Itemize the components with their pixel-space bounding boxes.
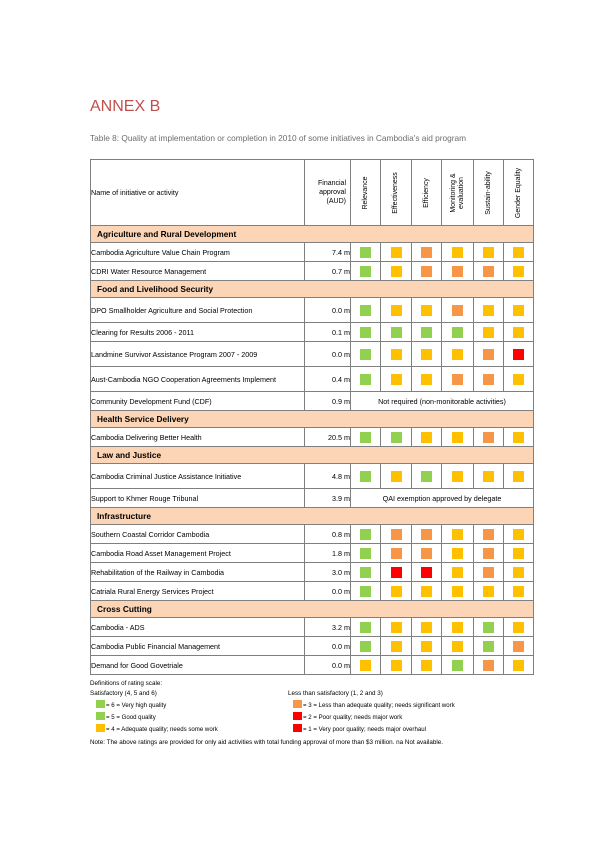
- financial-approval: 0.9 m: [305, 392, 351, 411]
- rating-square: [391, 327, 402, 338]
- financial-approval: 7.4 m: [305, 243, 351, 262]
- rating-cell-gender-equality: [504, 563, 534, 582]
- rating-cell-relevance: [351, 637, 381, 656]
- rating-cell-monitoring: [442, 637, 474, 656]
- rating-cell-efficiency: [412, 656, 442, 675]
- section-header: [91, 226, 534, 243]
- section-title: Health Service Delivery: [91, 411, 534, 428]
- rating-square: [452, 471, 463, 482]
- rating-cell-relevance: [351, 298, 381, 323]
- rating-cell-effectiveness: [381, 563, 412, 582]
- rating-square: [513, 305, 524, 316]
- rating-square: [452, 327, 463, 338]
- rating-cell-relevance: [351, 262, 381, 281]
- rating-cell-effectiveness: [381, 243, 412, 262]
- legend-text: = 1 = Very poor quality; needs major overhaul: [303, 726, 426, 733]
- financial-approval: 20.5 m: [305, 428, 351, 447]
- rating-cell-monitoring: [442, 618, 474, 637]
- rating-note: QAI exemption approved by delegate: [351, 489, 534, 508]
- section-title: Agriculture and Rural Development: [91, 226, 534, 243]
- table-row: [91, 262, 534, 281]
- table-row: [91, 464, 534, 489]
- rating-cell-effectiveness: [381, 618, 412, 637]
- financial-approval: 3.9 m: [305, 489, 351, 508]
- rating-square: [483, 586, 494, 597]
- rating-cell-gender-equality: [504, 262, 534, 281]
- rating-square: [513, 471, 524, 482]
- header-effectiveness: Effectiveness: [381, 160, 412, 226]
- rating-square: [391, 529, 402, 540]
- rating-cell-monitoring: [442, 342, 474, 367]
- rating-cell-efficiency: [412, 618, 442, 637]
- rating-square: [513, 432, 524, 443]
- legend-text: = 4 = Adequate quality; needs some work: [106, 726, 218, 733]
- rating-square: [452, 529, 463, 540]
- rating-cell-sustainability: [474, 544, 504, 563]
- rating-cell-gender-equality: [504, 323, 534, 342]
- rating-square: [421, 432, 432, 443]
- rating-square: [421, 529, 432, 540]
- rating-square: [391, 586, 402, 597]
- rating-cell-monitoring: [442, 563, 474, 582]
- rating-square: [360, 529, 371, 540]
- rating-square: [421, 548, 432, 559]
- rating-cell-relevance: [351, 367, 381, 392]
- financial-approval: 0.0 m: [305, 342, 351, 367]
- header-relevance: Relevance: [351, 160, 381, 226]
- rating-square: [452, 660, 463, 671]
- initiative-name: CDRI Water Resource Management: [91, 262, 305, 281]
- rating-square: [421, 247, 432, 258]
- rating-square: [452, 305, 463, 316]
- section-title: Food and Livelihood Security: [91, 281, 534, 298]
- rating-cell-efficiency: [412, 243, 442, 262]
- definitions-note: Note: The above ratings are provided for only aid activities with total funding approval of more than $3 million. na Not available.: [90, 739, 444, 746]
- rating-square: [391, 266, 402, 277]
- rating-square: [421, 327, 432, 338]
- table-row: [91, 298, 534, 323]
- rating-cell-relevance: [351, 618, 381, 637]
- rating-cell-efficiency: [412, 298, 442, 323]
- rating-cell-relevance: [351, 525, 381, 544]
- section-title: Cross Cutting: [91, 601, 534, 618]
- rating-square: [513, 622, 524, 633]
- rating-square: [421, 266, 432, 277]
- rating-square: [421, 305, 432, 316]
- rating-cell-relevance: [351, 342, 381, 367]
- rating-square: [421, 471, 432, 482]
- rating-square: [391, 305, 402, 316]
- rating-square: [513, 529, 524, 540]
- rating-square: [452, 247, 463, 258]
- rating-square: [421, 374, 432, 385]
- rating-square: [391, 641, 402, 652]
- rating-square: [483, 305, 494, 316]
- rating-cell-monitoring: [442, 262, 474, 281]
- less-than-satisfactory-heading: Less than satisfactory (1, 2 and 3): [288, 690, 383, 697]
- rating-square: [483, 432, 494, 443]
- rating-square: [421, 660, 432, 671]
- rating-cell-efficiency: [412, 582, 442, 601]
- rating-cell-sustainability: [474, 618, 504, 637]
- financial-approval: 0.1 m: [305, 323, 351, 342]
- rating-square: [452, 349, 463, 360]
- rating-square: [513, 548, 524, 559]
- table-row: [91, 392, 534, 411]
- rating-square: [483, 548, 494, 559]
- rating-square: [513, 327, 524, 338]
- rating-square: [360, 374, 371, 385]
- rating-square: [513, 586, 524, 597]
- rating-square: [513, 567, 524, 578]
- rating-square: [452, 374, 463, 385]
- legend-item: [96, 712, 156, 723]
- rating-square: [360, 567, 371, 578]
- rating-square: [483, 349, 494, 360]
- rating-cell-sustainability: [474, 428, 504, 447]
- legend-text: = 5 = Good quality: [106, 714, 156, 721]
- rating-square: [513, 349, 524, 360]
- rating-cell-relevance: [351, 243, 381, 262]
- table-row: [91, 637, 534, 656]
- financial-approval: 0.0 m: [305, 582, 351, 601]
- rating-square: [513, 374, 524, 385]
- rating-cell-sustainability: [474, 243, 504, 262]
- rating-square: [421, 622, 432, 633]
- rating-square: [513, 641, 524, 652]
- legend-text: = 2 = Poor quality; needs major work: [303, 714, 403, 721]
- initiative-name: Cambodia Delivering Better Health: [91, 428, 305, 447]
- rating-square: [391, 432, 402, 443]
- rating-cell-relevance: [351, 582, 381, 601]
- legend-item: [96, 724, 218, 735]
- rating-cell-monitoring: [442, 464, 474, 489]
- initiative-name: Demand for Good Govetriale: [91, 656, 305, 675]
- annex-title: ANNEX B: [90, 98, 161, 115]
- financial-approval: 0.4 m: [305, 367, 351, 392]
- rating-cell-monitoring: [442, 243, 474, 262]
- rating-square: [452, 622, 463, 633]
- table-row: [91, 367, 534, 392]
- initiative-name: Rehabilitation of the Railway in Cambodia: [91, 563, 305, 582]
- rating-cell-gender-equality: [504, 582, 534, 601]
- header-financial: Financial approval (AUD): [305, 160, 351, 226]
- table-row: [91, 563, 534, 582]
- rating-square: [391, 349, 402, 360]
- legend-item: [293, 712, 402, 723]
- table-caption: Table 8: Quality at implementation or completion in 2010 of some initiatives in Cambodia's aid program: [90, 133, 467, 143]
- rating-cell-effectiveness: [381, 525, 412, 544]
- table-row: [91, 656, 534, 675]
- legend-item: [293, 700, 455, 711]
- section-header: [91, 601, 534, 618]
- initiative-name: Cambodia Public Financial Management: [91, 637, 305, 656]
- rating-square: [452, 586, 463, 597]
- section-header: [91, 508, 534, 525]
- rating-cell-effectiveness: [381, 262, 412, 281]
- rating-cell-effectiveness: [381, 464, 412, 489]
- rating-cell-monitoring: [442, 582, 474, 601]
- financial-approval: 3.0 m: [305, 563, 351, 582]
- rating-cell-effectiveness: [381, 323, 412, 342]
- rating-cell-efficiency: [412, 525, 442, 544]
- financial-approval: 3.2 m: [305, 618, 351, 637]
- rating-cell-gender-equality: [504, 525, 534, 544]
- rating-square: [483, 266, 494, 277]
- rating-cell-efficiency: [412, 262, 442, 281]
- rating-square: [483, 641, 494, 652]
- initiative-name: Southern Coastal Corridor Cambodia: [91, 525, 305, 544]
- financial-approval: 1.8 m: [305, 544, 351, 563]
- definitions-heading: Definitions of rating scale:: [90, 680, 163, 687]
- rating-cell-relevance: [351, 563, 381, 582]
- rating-square: [360, 266, 371, 277]
- rating-cell-gender-equality: [504, 618, 534, 637]
- rating-square: [360, 247, 371, 258]
- rating-square: [360, 641, 371, 652]
- table-row: [91, 323, 534, 342]
- section-title: Law and Justice: [91, 447, 534, 464]
- rating-cell-sustainability: [474, 262, 504, 281]
- rating-square: [483, 529, 494, 540]
- header-monitoring: Monitoring & evaluation: [442, 160, 474, 226]
- rating-cell-gender-equality: [504, 298, 534, 323]
- initiative-name: Support to Khmer Rouge Tribunal: [91, 489, 305, 508]
- rating-square: [391, 660, 402, 671]
- financial-approval: 0.0 m: [305, 298, 351, 323]
- rating-cell-sustainability: [474, 464, 504, 489]
- rating-square: [483, 622, 494, 633]
- rating-cell-gender-equality: [504, 342, 534, 367]
- rating-square: [360, 622, 371, 633]
- financial-approval: 0.0 m: [305, 656, 351, 675]
- rating-cell-sustainability: [474, 656, 504, 675]
- rating-square: [391, 548, 402, 559]
- rating-square: [421, 349, 432, 360]
- rating-square: [452, 432, 463, 443]
- rating-cell-sustainability: [474, 323, 504, 342]
- rating-cell-gender-equality: [504, 367, 534, 392]
- table-row: [91, 342, 534, 367]
- rating-cell-gender-equality: [504, 544, 534, 563]
- rating-cell-efficiency: [412, 637, 442, 656]
- rating-square: [513, 660, 524, 671]
- header-efficiency: Efficiency: [412, 160, 442, 226]
- rating-cell-relevance: [351, 656, 381, 675]
- table-row: [91, 243, 534, 262]
- rating-square: [391, 567, 402, 578]
- rating-cell-monitoring: [442, 298, 474, 323]
- header-gender-equality: Gender Equality: [504, 160, 534, 226]
- rating-cell-effectiveness: [381, 367, 412, 392]
- initiative-name: Landmine Survivor Assistance Program 2007 - 2009: [91, 342, 305, 367]
- rating-square: [360, 548, 371, 559]
- rating-square: [483, 247, 494, 258]
- rating-square: [391, 247, 402, 258]
- rating-cell-relevance: [351, 323, 381, 342]
- rating-square: [421, 586, 432, 597]
- rating-square: [452, 548, 463, 559]
- legend-swatch: [96, 712, 105, 720]
- rating-cell-effectiveness: [381, 298, 412, 323]
- rating-square: [360, 471, 371, 482]
- header-sustainability: Sustain-ability: [474, 160, 504, 226]
- section-title: Infrastructure: [91, 508, 534, 525]
- legend-swatch: [96, 700, 105, 708]
- rating-cell-gender-equality: [504, 428, 534, 447]
- rating-cell-efficiency: [412, 428, 442, 447]
- rating-square: [483, 471, 494, 482]
- rating-cell-effectiveness: [381, 582, 412, 601]
- rating-square: [421, 567, 432, 578]
- rating-cell-monitoring: [442, 323, 474, 342]
- rating-cell-relevance: [351, 544, 381, 563]
- satisfactory-heading: Satisfactory (4, 5 and 6): [90, 690, 157, 697]
- rating-cell-effectiveness: [381, 637, 412, 656]
- initiative-name: DPO Smallholder Agriculture and Social Protection: [91, 298, 305, 323]
- rating-square: [483, 660, 494, 671]
- rating-cell-efficiency: [412, 367, 442, 392]
- table-row: [91, 618, 534, 637]
- rating-cell-efficiency: [412, 563, 442, 582]
- rating-cell-efficiency: [412, 342, 442, 367]
- rating-square: [360, 586, 371, 597]
- rating-cell-relevance: [351, 428, 381, 447]
- rating-square: [360, 305, 371, 316]
- rating-cell-sustainability: [474, 563, 504, 582]
- rating-cell-gender-equality: [504, 243, 534, 262]
- table-row: [91, 489, 534, 508]
- rating-cell-monitoring: [442, 525, 474, 544]
- rating-square: [452, 567, 463, 578]
- rating-cell-monitoring: [442, 544, 474, 563]
- financial-approval: 0.0 m: [305, 637, 351, 656]
- initiative-name: Aust-Cambodia NGO Cooperation Agreements Implement: [91, 367, 305, 392]
- rating-cell-monitoring: [442, 428, 474, 447]
- rating-cell-monitoring: [442, 367, 474, 392]
- rating-cell-sustainability: [474, 582, 504, 601]
- rating-square: [452, 641, 463, 652]
- rating-cell-effectiveness: [381, 544, 412, 563]
- rating-cell-gender-equality: [504, 656, 534, 675]
- rating-cell-sustainability: [474, 637, 504, 656]
- table-row: [91, 544, 534, 563]
- financial-approval: 4.8 m: [305, 464, 351, 489]
- rating-cell-relevance: [351, 464, 381, 489]
- section-header: [91, 447, 534, 464]
- legend-text: = 6 = Very high quality: [106, 702, 167, 709]
- rating-cell-sustainability: [474, 298, 504, 323]
- rating-square: [391, 622, 402, 633]
- section-header: [91, 411, 534, 428]
- rating-square: [360, 327, 371, 338]
- header-name: Name of initiative or activity: [91, 160, 305, 226]
- rating-cell-sustainability: [474, 342, 504, 367]
- initiative-name: Catriala Rural Energy Services Project: [91, 582, 305, 601]
- quality-table: [90, 159, 534, 675]
- legend-swatch: [293, 724, 302, 732]
- rating-square: [483, 567, 494, 578]
- legend-text: = 3 = Less than adequate quality; needs significant work: [303, 702, 455, 709]
- initiative-name: Cambodia Criminal Justice Assistance Initiative: [91, 464, 305, 489]
- rating-cell-efficiency: [412, 323, 442, 342]
- initiative-name: Clearing for Results 2006 - 2011: [91, 323, 305, 342]
- rating-cell-efficiency: [412, 544, 442, 563]
- initiative-name: Cambodia - ADS: [91, 618, 305, 637]
- rating-cell-efficiency: [412, 464, 442, 489]
- rating-cell-monitoring: [442, 656, 474, 675]
- rating-square: [483, 374, 494, 385]
- rating-square: [421, 641, 432, 652]
- rating-cell-gender-equality: [504, 464, 534, 489]
- rating-square: [391, 471, 402, 482]
- table-row: [91, 428, 534, 447]
- initiative-name: Community Development Fund (CDF): [91, 392, 305, 411]
- rating-cell-effectiveness: [381, 428, 412, 447]
- rating-cell-sustainability: [474, 525, 504, 544]
- rating-square: [391, 374, 402, 385]
- rating-square: [513, 247, 524, 258]
- rating-square: [513, 266, 524, 277]
- table-row: [91, 525, 534, 544]
- rating-square: [483, 327, 494, 338]
- rating-square: [452, 266, 463, 277]
- rating-square: [360, 349, 371, 360]
- rating-square: [360, 432, 371, 443]
- initiative-name: Cambodia Road Asset Management Project: [91, 544, 305, 563]
- legend-item: [293, 724, 426, 735]
- legend-swatch: [293, 700, 302, 708]
- section-header: [91, 281, 534, 298]
- rating-cell-effectiveness: [381, 656, 412, 675]
- table-row: [91, 582, 534, 601]
- rating-cell-sustainability: [474, 367, 504, 392]
- legend-swatch: [96, 724, 105, 732]
- rating-cell-gender-equality: [504, 637, 534, 656]
- rating-square: [360, 660, 371, 671]
- financial-approval: 0.8 m: [305, 525, 351, 544]
- financial-approval: 0.7 m: [305, 262, 351, 281]
- legend-swatch: [293, 712, 302, 720]
- legend-item: [96, 700, 166, 711]
- initiative-name: Cambodia Agriculture Value Chain Program: [91, 243, 305, 262]
- rating-cell-effectiveness: [381, 342, 412, 367]
- rating-note: Not required (non-monitorable activities): [351, 392, 534, 411]
